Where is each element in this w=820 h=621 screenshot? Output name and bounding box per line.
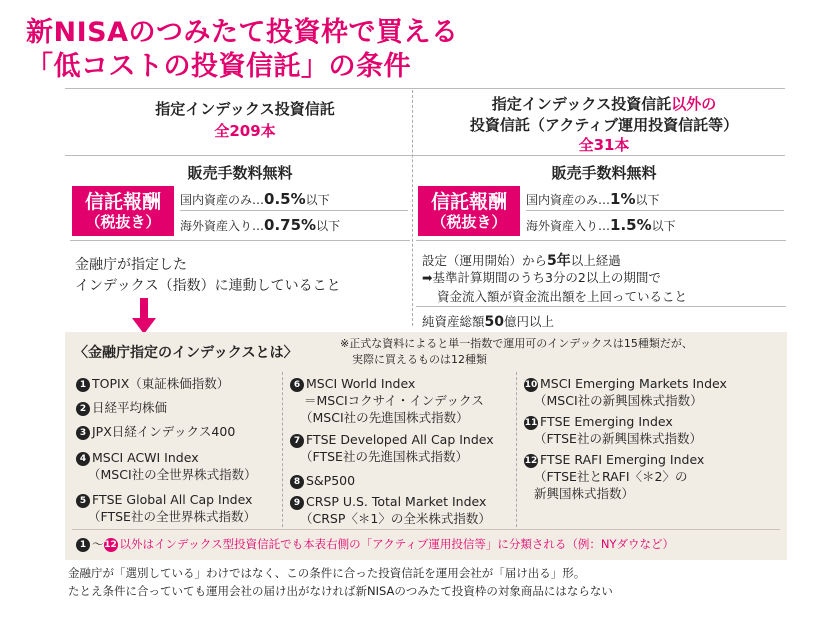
index-item-10: 10 MSCI Emerging Markets Index <box>524 376 727 391</box>
index-item-3: 3 JPX日経インデックス400 <box>76 423 235 440</box>
right-heading-line1: 指定インデックス投資信託以外の <box>491 95 717 113</box>
right-cond-flow-line1: ➡基準計算期間のうち3分の2以上の期間で <box>422 270 661 285</box>
index-item-6-alias: ＝MSCIコクサイ・インデックス <box>304 393 484 408</box>
index-col-divider-1 <box>282 372 283 527</box>
left-heading: 指定インデックス投資信託 <box>155 100 335 118</box>
left-foreign-row: 海外資産入り…0.75%以下 <box>180 216 341 234</box>
right-fee-free: 販売手数料無料 <box>551 164 657 182</box>
column-divider <box>412 90 413 326</box>
index-item-8: 8 S&P500 <box>290 472 355 489</box>
badge-subtitle: （税抜き） <box>85 213 161 231</box>
index-item-5: 5 FTSE Global All Cap Index <box>76 491 252 508</box>
right-cond-flow-line2: 資金流入額が資金流出額を上回っていること <box>437 289 688 304</box>
left-trust-fee-badge <box>72 186 174 236</box>
table-header-rule <box>65 155 785 156</box>
right-heading-line2: 投資信託（アクティブ運用投資信託等） <box>469 116 739 134</box>
page-title-line1: 新NISAのつみたて投資枠で買える <box>26 17 459 48</box>
index-note-line1: ※正式な資料によると単一指数で運用可のインデックスは15種類だが、 <box>340 337 693 350</box>
right-cond-assets: 純資産総額50億円以上 <box>422 314 555 330</box>
index-col-divider-2 <box>516 372 517 527</box>
right-domestic-row: 国内資産のみ…1%以下 <box>526 186 784 211</box>
index-item-9-desc: （CRSP〈＊1〉の全米株式指数） <box>300 511 491 526</box>
badge-subtitle: （税抜き） <box>431 213 507 231</box>
index-item-12-desc: （FTSE社とRAFI〈＊2〉の <box>534 469 688 484</box>
index-item-4-desc: （MSCI社の全世界株式指数） <box>88 467 257 482</box>
left-fee-rule <box>70 240 410 241</box>
index-box-rule <box>72 529 780 530</box>
index-item-10-desc: （MSCI社の新興国株式指数） <box>534 393 703 408</box>
index-item-5-desc: （FTSE社の全世界株式指数） <box>88 509 256 524</box>
left-domestic-row: 国内資産のみ…0.5%以下 <box>180 186 408 211</box>
index-item-9: 9 CRSP U.S. Total Market Index <box>290 493 486 510</box>
right-cond-rule <box>416 306 786 307</box>
footnote-line1: 金融庁が「選別している」わけではなく、この条件に合った投資信託を運用会社が「届け出る」形。 <box>68 566 586 580</box>
left-fee-free: 販売手数料無料 <box>187 164 293 182</box>
index-box-footer: 1 〜12 以外はインデックス型投資信託でも本表右側の「アクティブ運用投信等」に分類される（例：NYダウなど） <box>76 536 674 552</box>
right-fee-rule <box>416 240 786 241</box>
badge-title: 信託報酬 <box>430 191 507 213</box>
index-item-11-desc: （FTSE社の新興国株式指数） <box>534 431 702 446</box>
index-item-1: 1 TOPIX（東証株価指数） <box>76 375 229 392</box>
right-trust-fee-badge <box>418 186 520 236</box>
index-item-4: 4 MSCI ACWI Index <box>76 449 199 466</box>
index-item-7: 7 FTSE Developed All Cap Index <box>290 431 494 448</box>
table-top-rule <box>65 88 785 89</box>
index-item-6: 6 MSCI World Index <box>290 375 415 392</box>
index-item-12: 12 FTSE RAFI Emerging Index <box>524 452 705 467</box>
index-item-11: 11 FTSE Emerging Index <box>524 414 673 429</box>
badge-title: 信託報酬 <box>84 191 161 213</box>
index-item-2: 2 日経平均株価 <box>76 399 167 416</box>
left-desc-line2: インデックス（指数）に連動していること <box>75 278 341 294</box>
index-item-7-desc: （FTSE社の先進国株式指数） <box>300 449 468 464</box>
left-desc-line1: 金融庁が指定した <box>75 257 187 273</box>
left-count: 全209本 <box>214 122 276 140</box>
index-note-line2: 実際に買えるものは12種類 <box>352 353 487 366</box>
right-cond-years: 設定（運用開始）から5年以上経過 <box>422 253 621 269</box>
right-foreign-row: 海外資産入り…1.5%以下 <box>526 216 676 234</box>
page-title-line2: 「低コストの投資信託」の条件 <box>26 51 411 82</box>
index-item-12-desc2: 新興国株式指数） <box>534 486 635 501</box>
index-box-heading: 〈金融庁指定のインデックスとは〉 <box>74 345 298 361</box>
right-count: 全31本 <box>578 136 630 154</box>
index-item-6-desc: （MSCI社の先進国株式指数） <box>300 410 469 425</box>
footnote-line2: たとえ条件に合っていても運用会社の届け出がなければ新NISAのつみたて投資枠の対象商品にはならない <box>68 584 613 598</box>
